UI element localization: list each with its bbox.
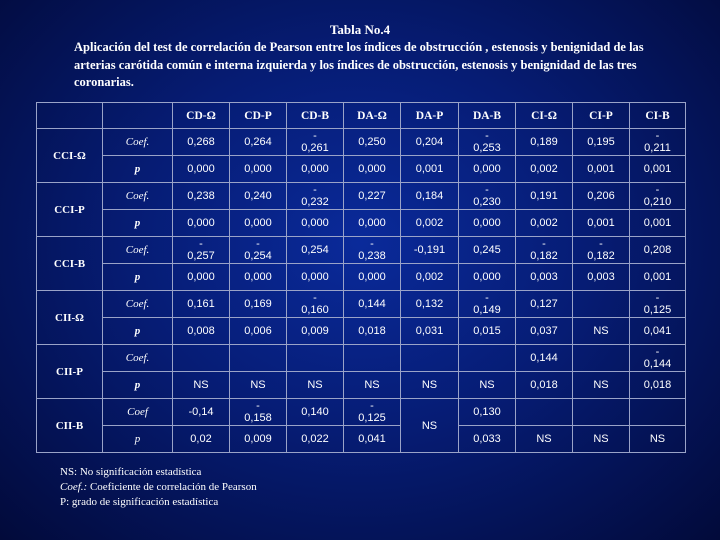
header-blank bbox=[37, 103, 103, 129]
table-cell: 0,000 bbox=[344, 210, 401, 237]
table-cell: 0,002 bbox=[516, 156, 573, 183]
table-row bbox=[37, 399, 686, 426]
table-cell: 0,000 bbox=[173, 156, 230, 183]
table-row bbox=[37, 129, 686, 156]
column-header: CD-B bbox=[287, 103, 344, 129]
table-cell: 0,003 bbox=[573, 264, 630, 291]
table-row bbox=[37, 426, 686, 453]
stat-label: p bbox=[103, 426, 173, 453]
table-cell: NS bbox=[516, 426, 573, 453]
table-cell: 0,140 bbox=[287, 399, 344, 426]
table-cell: - 0,182 bbox=[573, 237, 630, 264]
column-header: CI-B bbox=[630, 103, 686, 129]
table-row bbox=[37, 372, 686, 399]
table-cell: 0,041 bbox=[630, 318, 686, 345]
stat-label: p bbox=[103, 318, 173, 345]
table-cell: 0,018 bbox=[630, 372, 686, 399]
table-cell: 0,189 bbox=[516, 129, 573, 156]
table-cell: - 0,158 bbox=[230, 399, 287, 426]
table-cell: NS bbox=[287, 372, 344, 399]
note-ns: NS: No significación estadística bbox=[60, 466, 202, 478]
table-cell: - 0,144 bbox=[630, 345, 686, 372]
column-header: CD-Ω bbox=[173, 103, 230, 129]
stat-label: Coef. bbox=[103, 291, 173, 318]
table-cell: 0,009 bbox=[230, 426, 287, 453]
table-cell bbox=[287, 345, 344, 372]
table-cell: 0,022 bbox=[287, 426, 344, 453]
table-cell: 0,144 bbox=[516, 345, 573, 372]
table-cell: 0,245 bbox=[459, 237, 516, 264]
table-row bbox=[37, 318, 686, 345]
table-cell: NS bbox=[459, 372, 516, 399]
stat-label: p bbox=[103, 210, 173, 237]
table-cell: - 0,211 bbox=[630, 129, 686, 156]
row-label: CCI-P bbox=[37, 183, 103, 237]
stat-label: p bbox=[103, 156, 173, 183]
table-cell: 0,000 bbox=[287, 210, 344, 237]
table-cell: NS bbox=[401, 399, 459, 453]
table-cell: 0,037 bbox=[516, 318, 573, 345]
table-cell: 0,008 bbox=[173, 318, 230, 345]
note-coef-desc: Coeficiente de correlación de Pearson bbox=[87, 481, 257, 493]
table-cell: 0,015 bbox=[459, 318, 516, 345]
table-row bbox=[37, 210, 686, 237]
table-cell bbox=[573, 345, 630, 372]
header-blank bbox=[103, 103, 173, 129]
table-cell: 0,002 bbox=[401, 264, 459, 291]
table-cell: 0,001 bbox=[401, 156, 459, 183]
table-cell bbox=[630, 399, 686, 426]
table-cell: 0,009 bbox=[287, 318, 344, 345]
table-cell: 0,002 bbox=[401, 210, 459, 237]
table-body bbox=[37, 129, 686, 453]
table-cell: 0,02 bbox=[173, 426, 230, 453]
footnotes bbox=[60, 465, 257, 510]
table-cell: - 0,182 bbox=[516, 237, 573, 264]
table-cell: 0,161 bbox=[173, 291, 230, 318]
column-header: DA-B bbox=[459, 103, 516, 129]
table-row bbox=[37, 264, 686, 291]
table-cell: 0,041 bbox=[344, 426, 401, 453]
table-cell bbox=[230, 345, 287, 372]
stat-label: Coef. bbox=[103, 129, 173, 156]
table-cell bbox=[516, 399, 573, 426]
table-cell: 0,000 bbox=[344, 156, 401, 183]
table-cell: - 0,210 bbox=[630, 183, 686, 210]
table-cell: - 0,230 bbox=[459, 183, 516, 210]
table-cell: 0,003 bbox=[516, 264, 573, 291]
table-cell: NS bbox=[230, 372, 287, 399]
table-cell: - 0,238 bbox=[344, 237, 401, 264]
table-cell: 0,000 bbox=[287, 264, 344, 291]
table-cell: NS bbox=[573, 426, 630, 453]
note-p: P: grado de significación estadística bbox=[60, 496, 219, 508]
table-cell: 0,250 bbox=[344, 129, 401, 156]
table-row bbox=[37, 345, 686, 372]
row-label: CII-Ω bbox=[37, 291, 103, 345]
stat-label: p bbox=[103, 372, 173, 399]
row-label: CII-P bbox=[37, 345, 103, 399]
table-cell bbox=[573, 291, 630, 318]
table-cell: 0,204 bbox=[401, 129, 459, 156]
stat-label: Coef. bbox=[103, 345, 173, 372]
stat-label: Coef. bbox=[103, 237, 173, 264]
table-cell: NS bbox=[344, 372, 401, 399]
table-subtitle: Aplicación del test de correlación de Pearson entre los índices de obstrucción , estenosis y benignidad de las arterias carótida común e interna izquierda y los índices de obstrucción, estenosis y benignidad de las tres coronarias. bbox=[74, 40, 644, 89]
table-cell: - 0,254 bbox=[230, 237, 287, 264]
stat-label: Coef bbox=[103, 399, 173, 426]
table-cell: 0,206 bbox=[573, 183, 630, 210]
table-cell: NS bbox=[401, 372, 459, 399]
table-cell: 0,184 bbox=[401, 183, 459, 210]
table-cell: - 0,160 bbox=[287, 291, 344, 318]
table-cell: 0,000 bbox=[173, 264, 230, 291]
table-cell: 0,191 bbox=[516, 183, 573, 210]
table-cell: - 0,253 bbox=[459, 129, 516, 156]
table-cell: 0,238 bbox=[173, 183, 230, 210]
table-cell bbox=[573, 399, 630, 426]
table-cell: 0,000 bbox=[230, 264, 287, 291]
stat-label: p bbox=[103, 264, 173, 291]
table-cell: 0,264 bbox=[230, 129, 287, 156]
table-cell: 0,127 bbox=[516, 291, 573, 318]
note-coef bbox=[60, 480, 257, 495]
correlation-table bbox=[36, 102, 686, 453]
table-cell: - 0,261 bbox=[287, 129, 344, 156]
table-cell: 0,018 bbox=[344, 318, 401, 345]
table-cell: 0,000 bbox=[287, 156, 344, 183]
table-cell: 0,018 bbox=[516, 372, 573, 399]
column-header: DA-Ω bbox=[344, 103, 401, 129]
table-cell: 0,001 bbox=[630, 156, 686, 183]
table-cell: 0,000 bbox=[459, 156, 516, 183]
table-row bbox=[37, 291, 686, 318]
table-cell: 0,001 bbox=[630, 210, 686, 237]
table-cell: NS bbox=[573, 318, 630, 345]
table-cell: - 0,149 bbox=[459, 291, 516, 318]
table-cell: 0,144 bbox=[344, 291, 401, 318]
table-cell: 0,132 bbox=[401, 291, 459, 318]
table-cell: 0,000 bbox=[230, 210, 287, 237]
row-label: CII-B bbox=[37, 399, 103, 453]
table-cell: 0,000 bbox=[459, 264, 516, 291]
table-cell: NS bbox=[173, 372, 230, 399]
table-cell: 0,006 bbox=[230, 318, 287, 345]
table-cell: - 0,125 bbox=[344, 399, 401, 426]
stat-label: Coef. bbox=[103, 183, 173, 210]
table-cell: 0,001 bbox=[573, 156, 630, 183]
table-cell bbox=[401, 345, 459, 372]
table-title: Tabla No.4 bbox=[329, 22, 391, 37]
table-cell: 0,169 bbox=[230, 291, 287, 318]
table-cell: 0,268 bbox=[173, 129, 230, 156]
table-cell: 0,227 bbox=[344, 183, 401, 210]
table-cell: 0,195 bbox=[573, 129, 630, 156]
table-row bbox=[37, 156, 686, 183]
row-label: CCI-B bbox=[37, 237, 103, 291]
table-row bbox=[37, 183, 686, 210]
table-cell: 0,001 bbox=[573, 210, 630, 237]
table-cell: 0,033 bbox=[459, 426, 516, 453]
table-cell: 0,031 bbox=[401, 318, 459, 345]
table-cell: 0,002 bbox=[516, 210, 573, 237]
table-cell: 0,000 bbox=[344, 264, 401, 291]
table-cell: - 0,257 bbox=[173, 237, 230, 264]
table-cell: 0,001 bbox=[630, 264, 686, 291]
table-cell bbox=[459, 345, 516, 372]
table-cell: 0,000 bbox=[230, 156, 287, 183]
table-cell: NS bbox=[630, 426, 686, 453]
table-cell bbox=[173, 345, 230, 372]
table-cell: -0,191 bbox=[401, 237, 459, 264]
table-cell: - 0,232 bbox=[287, 183, 344, 210]
table-cell: 0,000 bbox=[459, 210, 516, 237]
table-row bbox=[37, 237, 686, 264]
table-cell: 0,000 bbox=[173, 210, 230, 237]
table-cell bbox=[344, 345, 401, 372]
column-header: DA-P bbox=[401, 103, 459, 129]
column-header: CI-Ω bbox=[516, 103, 573, 129]
table-cell: - 0,125 bbox=[630, 291, 686, 318]
column-header: CD-P bbox=[230, 103, 287, 129]
note-coef-term: Coef.: bbox=[60, 481, 88, 493]
row-label: CCI-Ω bbox=[37, 129, 103, 183]
table-cell: 0,208 bbox=[630, 237, 686, 264]
table-cell: NS bbox=[573, 372, 630, 399]
header-row bbox=[37, 103, 686, 129]
table-cell: 0,240 bbox=[230, 183, 287, 210]
column-header: CI-P bbox=[573, 103, 630, 129]
table-cell: -0,14 bbox=[173, 399, 230, 426]
table-cell: 0,130 bbox=[459, 399, 516, 426]
table-cell: 0,254 bbox=[287, 237, 344, 264]
